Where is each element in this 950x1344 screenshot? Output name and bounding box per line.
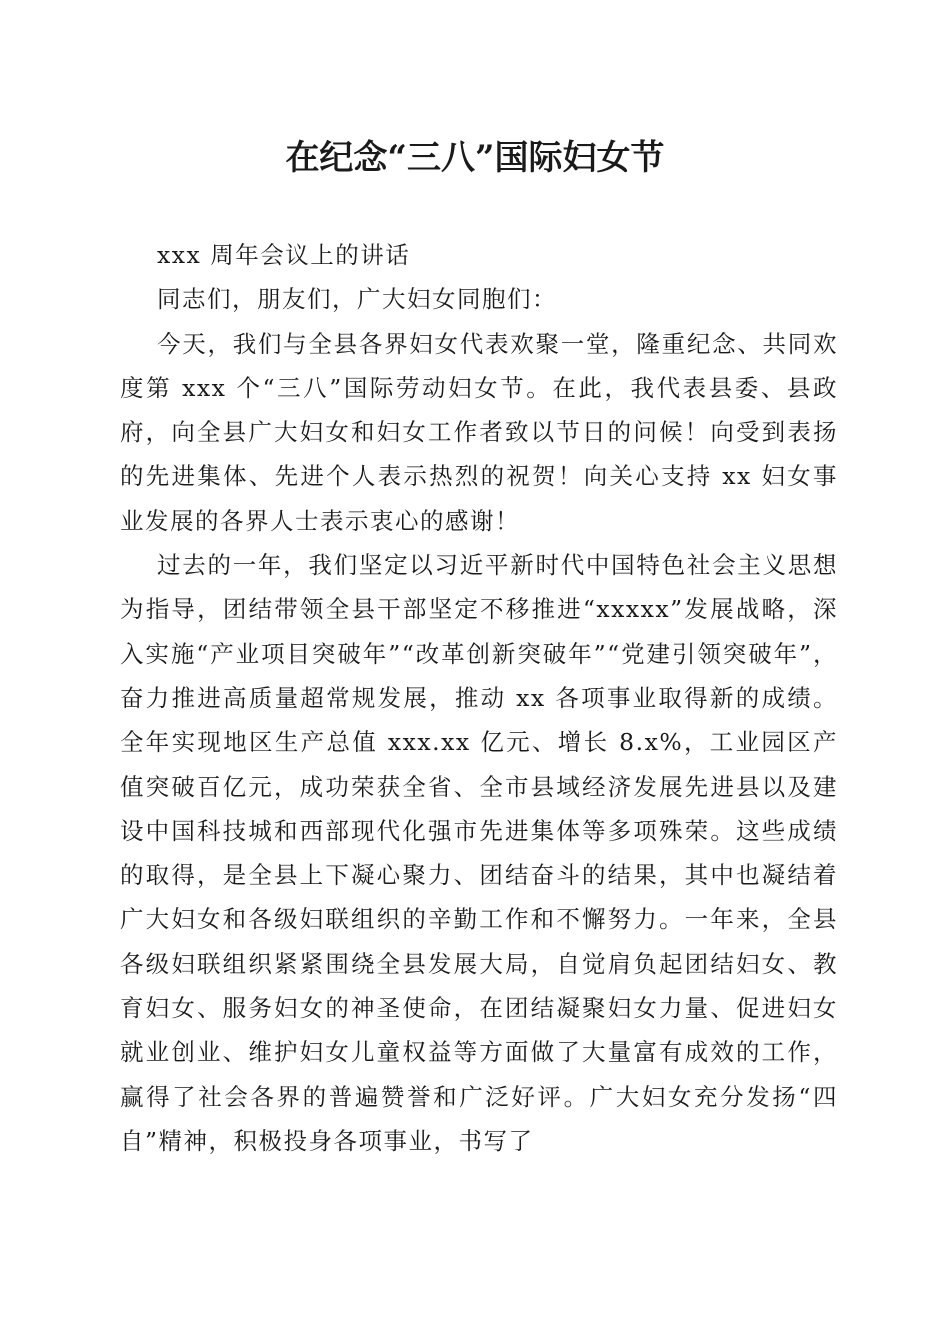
document-title: 在纪念“三八”国际妇女节 — [285, 138, 665, 178]
paragraph-2: 过去的一年，我们坚定以习近平新时代中国特色社会主义思想为指导，团结带领全县干部坚定不移推进“xxxxx”发展战略，深入实施“产业项目突破年”“改革创新突破年”“党建引领突破年”，奋力推进高质量超常规发展，推动 xx 各项事业取得新的成绩。全年实现地区生产总值 xxx.xx 亿元、增长 8.x%，工业园区产值突破百亿元，成功荣获全省、全市县域经济发展先进县以及建设中国科技城和西部现代化强市先进集体等多项殊荣。这些成绩的取得，是全县上下凝心聚力、团结奋斗的结果，其中也凝结着广大妇女和各级妇联组织的辛勤工作和不懈努力。一年来，全县各级妇联组织紧紧围绕全县发展大局，自觉肩负起团结妇女、教育妇女、服务妇女的神圣使命，在团结凝聚妇女力量、促进妇女就业创业、维护妇女儿童权益等方面做了大量富有成效的工作，赢得了社会各界的普遍赞誉和广泛好评。广大妇女充分发扬“四自”精神，积极投身各项事业，书写了 — [120, 551, 838, 1155]
salutation: 同志们，朋友们，广大妇女同胞们： — [157, 285, 557, 314]
document-subtitle: xxx 周年会议上的讲话 — [157, 241, 411, 269]
paragraph-1: 今天，我们与全县各界妇女代表欢聚一堂，隆重纪念、共同欢度第 xxx 个“三八”国际劳动妇女节。在此，我代表县委、县政府，向全县广大妇女和妇女工作者致以节日的问候！向受到表扬的先进集体、先进个人表示热烈的祝贺！向关心支持 xx 妇女事业发展的各界人士表示衷心的感谢！ — [120, 329, 838, 535]
document-body — [120, 233, 838, 1163]
